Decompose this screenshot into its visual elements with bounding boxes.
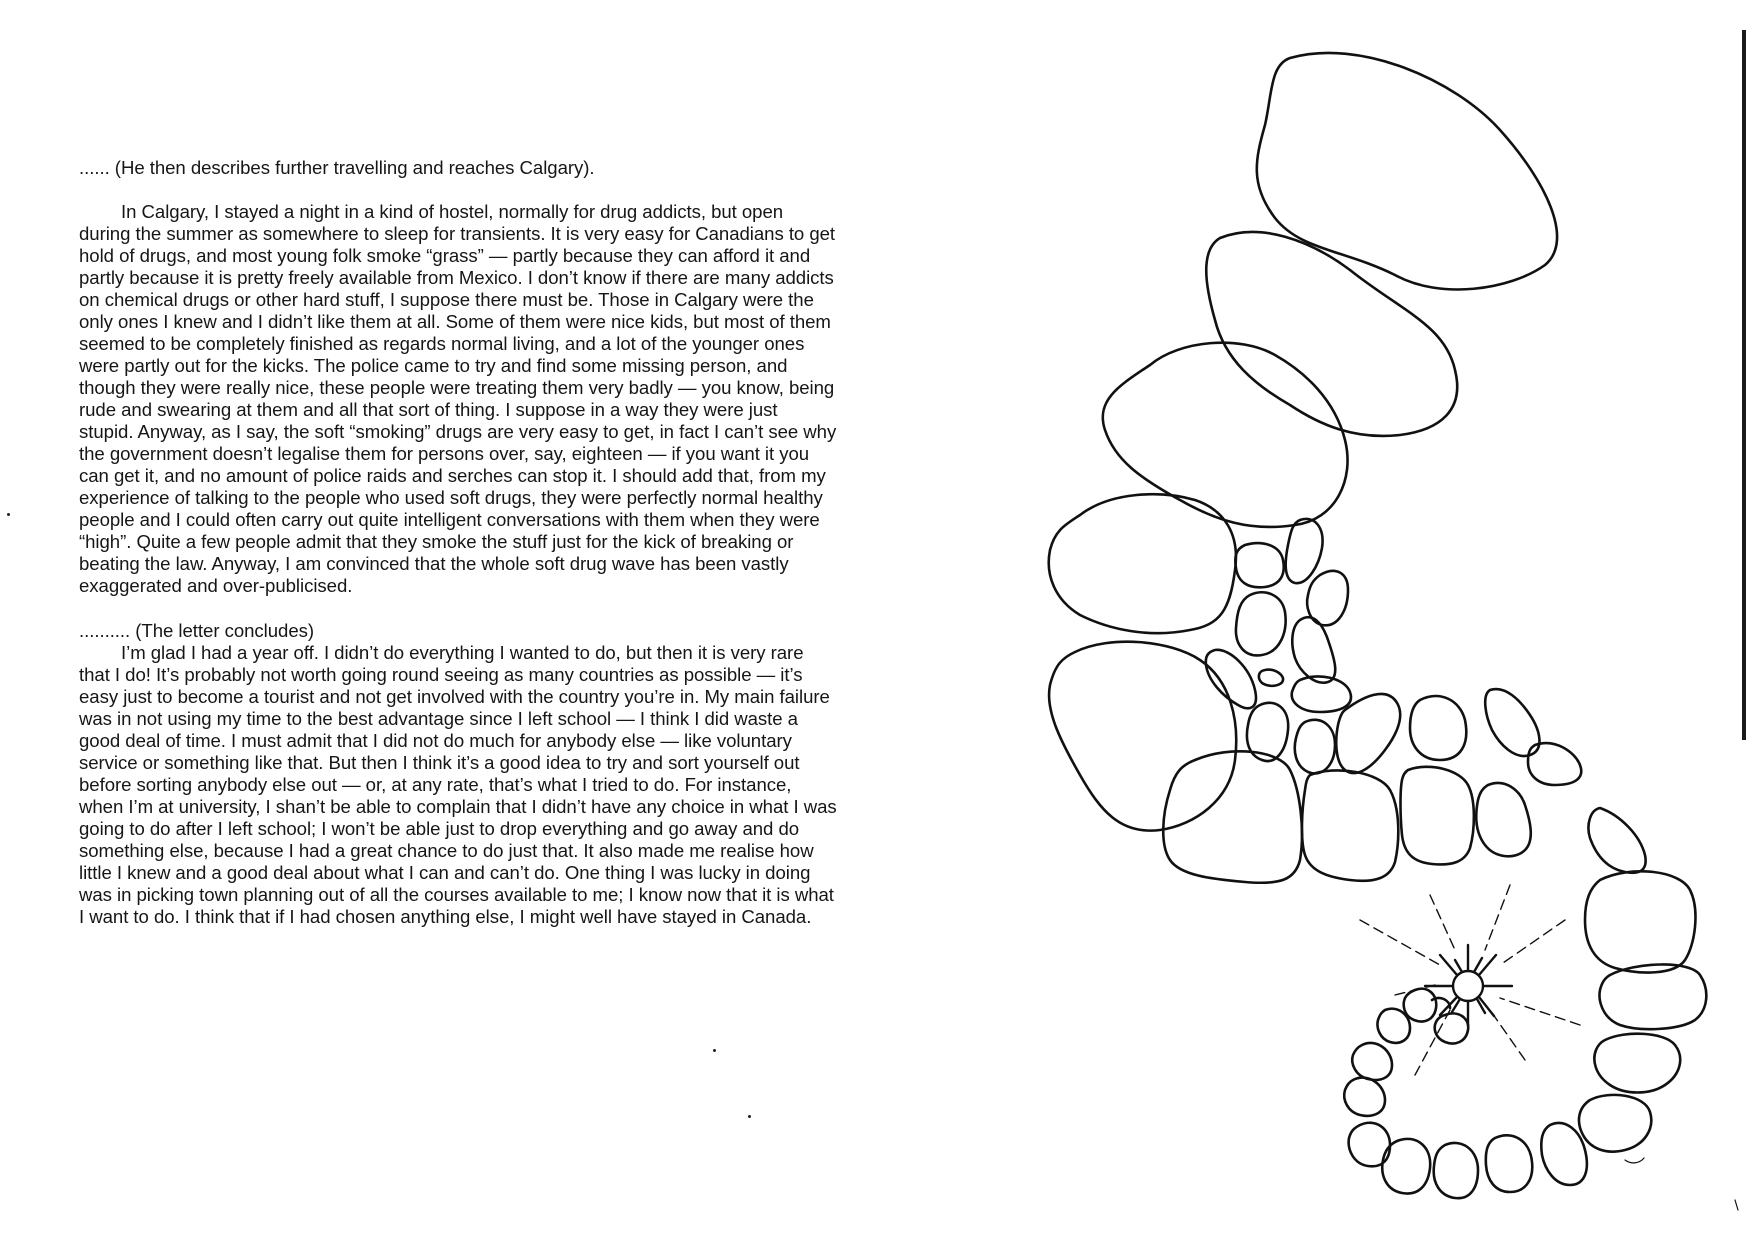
print-speck <box>748 1115 751 1118</box>
stone-shape <box>1236 592 1286 655</box>
stone-shape <box>1476 783 1531 856</box>
stray-mark <box>1625 1158 1644 1163</box>
stone-shape <box>1600 964 1707 1029</box>
stone-shape <box>1410 696 1466 760</box>
print-speck <box>713 1049 716 1052</box>
stone-shape <box>1352 1043 1392 1080</box>
stone-shape <box>1485 689 1539 756</box>
stone-shape <box>1588 808 1645 873</box>
stone-shape <box>1206 232 1457 436</box>
intro-editorial-note: ...... (He then describes further travelling and reaches Calgary). <box>79 157 595 178</box>
stray-mark <box>1735 1200 1738 1210</box>
stone-shape <box>1594 1034 1680 1093</box>
conclusion-editorial-note: .......... (The letter concludes) <box>79 620 314 641</box>
stone-shape <box>1103 343 1348 527</box>
print-speck <box>7 513 10 516</box>
stone-shape <box>1404 989 1437 1022</box>
radiating-lines <box>1360 885 1580 1075</box>
stone-shape <box>1541 1123 1587 1185</box>
paragraph-spacer <box>79 597 837 620</box>
stone-shape <box>1486 1135 1532 1192</box>
stone-shape <box>1292 617 1335 682</box>
year-off-paragraph: I’m glad I had a year off. I didn’t do everything I wanted to do, but then it is very rare that I do! It’s probably not worth going round seeing as many countries as possible — it’s easy just to become a tourist and not get involved with the country you’re in. My main failure was in not using my time to the best advantage since I left school — I think I did waste a good deal of time. I must admit that I did not do much for anybody else — like voluntary service or something like that. But then I think it’s a good idea to try and sort yourself out before sorting anybody else out — or, at any rate, that’s what I tried to do. For instance, when I’m at university, I shan’t be able to complain that I didn’t have any choice in what I was going to do after I left school; I won’t be able just to drop everything and go away and do something else, because I had a great chance to do just that. It also made me realise how little I knew and a good deal about what I can and can’t do. One thing I was lucky in doing was in picking town planning out of all the courses available to me; I know now that it is what I want to do. I think that if I had chosen anything else, I might well have stayed in Canada. <box>79 642 837 927</box>
stone-shape <box>1286 519 1323 583</box>
letter-text-column <box>79 157 837 928</box>
stone-shape <box>1434 1143 1478 1198</box>
calgary-paragraph: In Calgary, I stayed a night in a kind of hostel, normally for drug addicts, but open during the summer as somewhere to sleep for transients. It is very easy for Canadians to get hold of drugs, and most young folk smoke “grass” — partly because they can afford it and partly because it is pretty freely available from Mexico. I don’t know if there are many addicts on chemical drugs or other hard stuff, I suppose there must be. Those in Calgary were the only ones I knew and I didn’t like them at all. Some of them were nice kids, but most of them seemed to be completely finished as regards normal living, and a lot of the younger ones were partly out for the kicks. The police came to try and find some missing person, and though they were really nice, these people were treating them very badly — you know, being rude and swearing at them and all that sort of thing. I suppose in a way they were just stupid. Anyway, as I say, the soft “smoking” drugs are very easy to get, in fact I can’t see why the government doesn’t legalise them for persons over, say, eighteen — if you want it you can get it, and no amount of police raids and serches can stop it. I should add that, from my experience of talking to the people who used soft drugs, they were perfectly normal healthy people and I could often carry out quite intelligent conversations with them when they were “high”. Quite a few people admit that they smoke the stuff just for the kick of breaking or beating the law. Anyway, I am convinced that the whole soft drug wave has been vastly exaggerated and over-publicised. <box>79 201 837 596</box>
stone-shape <box>1257 53 1557 290</box>
stone-shape <box>1302 770 1398 880</box>
stone-shape <box>1401 767 1474 865</box>
stone-shape <box>1579 1095 1651 1152</box>
stone-shape <box>1585 871 1695 972</box>
stone-shape <box>1259 670 1283 686</box>
stone-shape <box>1235 543 1283 587</box>
starburst-center <box>1425 945 1512 1025</box>
stone-shape <box>1344 1078 1385 1116</box>
paragraph-spacer <box>79 179 837 201</box>
stepping-stones-path-illustration <box>1030 0 1752 1239</box>
stone-shape <box>1206 650 1256 708</box>
stone-shape <box>1295 720 1335 774</box>
